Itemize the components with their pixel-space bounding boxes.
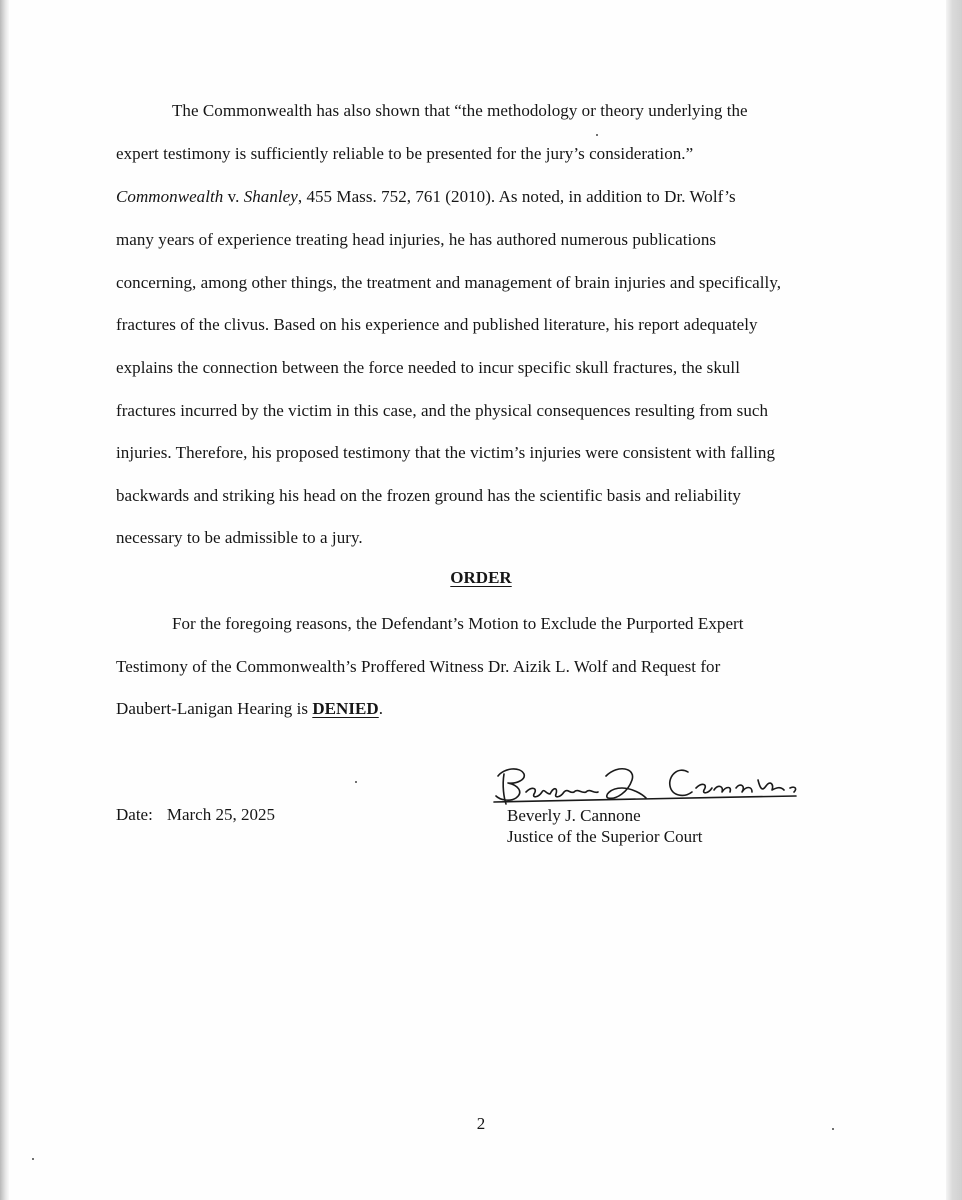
paragraph-line: many years of experience treating head injuries, he has authored numerous publications bbox=[116, 230, 717, 249]
scan-left-edge bbox=[0, 0, 9, 1200]
paragraph-line: concerning, among other things, the treatment and management of brain injuries and specifically, bbox=[116, 273, 782, 292]
order-line: For the foregoing reasons, the Defendant’s Motion to Exclude the Purported Expert bbox=[172, 614, 744, 633]
case-name-commonwealth: Commonwealth bbox=[116, 187, 224, 206]
order-line: Testimony of the Commonwealth’s Proffered Witness Dr. Aizik L. Wolf and Request for bbox=[116, 657, 721, 676]
paragraph-line: The Commonwealth has also shown that “the methodology or theory underlying the bbox=[172, 101, 748, 120]
paragraph-line: injuries. Therefore, his proposed testimony that the victim’s injuries were consistent with falling bbox=[116, 443, 776, 462]
paragraph-line: necessary to be admissible to a jury. bbox=[116, 528, 363, 547]
paragraph-line: backwards and striking his head on the frozen ground has the scientific basis and reliability bbox=[116, 486, 741, 505]
order-ruling-suffix: . bbox=[378, 699, 384, 718]
signer-title: Justice of the Superior Court bbox=[507, 827, 703, 846]
scan-speck bbox=[596, 134, 598, 136]
paragraph-line: expert testimony is sufficiently reliable to be presented for the jury’s consideration.” bbox=[116, 144, 694, 163]
scan-speck bbox=[32, 1158, 34, 1160]
page-number: 2 bbox=[476, 1114, 486, 1133]
date-label: Date: bbox=[116, 805, 153, 824]
ruling-denied: DENIED bbox=[312, 699, 379, 718]
paragraph-line: fractures incurred by the victim in this case, and the physical consequences resulting from such bbox=[116, 401, 769, 420]
citation-text: , 455 Mass. 752, 761 (2010). As noted, in addition to Dr. Wolf’s bbox=[297, 187, 736, 206]
signer-name: Beverly J. Cannone bbox=[507, 806, 641, 825]
order-ruling-prefix: Daubert-Lanigan Hearing is bbox=[116, 699, 313, 718]
scan-speck bbox=[355, 781, 357, 783]
scan-right-edge bbox=[946, 0, 962, 1200]
order-ruling-line bbox=[116, 699, 383, 719]
order-heading: ORDER bbox=[450, 568, 512, 587]
case-citation-line bbox=[116, 187, 736, 207]
case-name-shanley: Shanley bbox=[243, 187, 298, 206]
paragraph-line: explains the connection between the force needed to incur specific skull fractures, the skull bbox=[116, 358, 740, 377]
date-value: March 25, 2025 bbox=[166, 805, 275, 824]
date-line bbox=[116, 805, 275, 825]
case-versus: v. bbox=[223, 187, 244, 206]
paragraph-line: fractures of the clivus. Based on his experience and published literature, his report adequately bbox=[116, 315, 758, 334]
scan-speck bbox=[832, 1128, 834, 1130]
